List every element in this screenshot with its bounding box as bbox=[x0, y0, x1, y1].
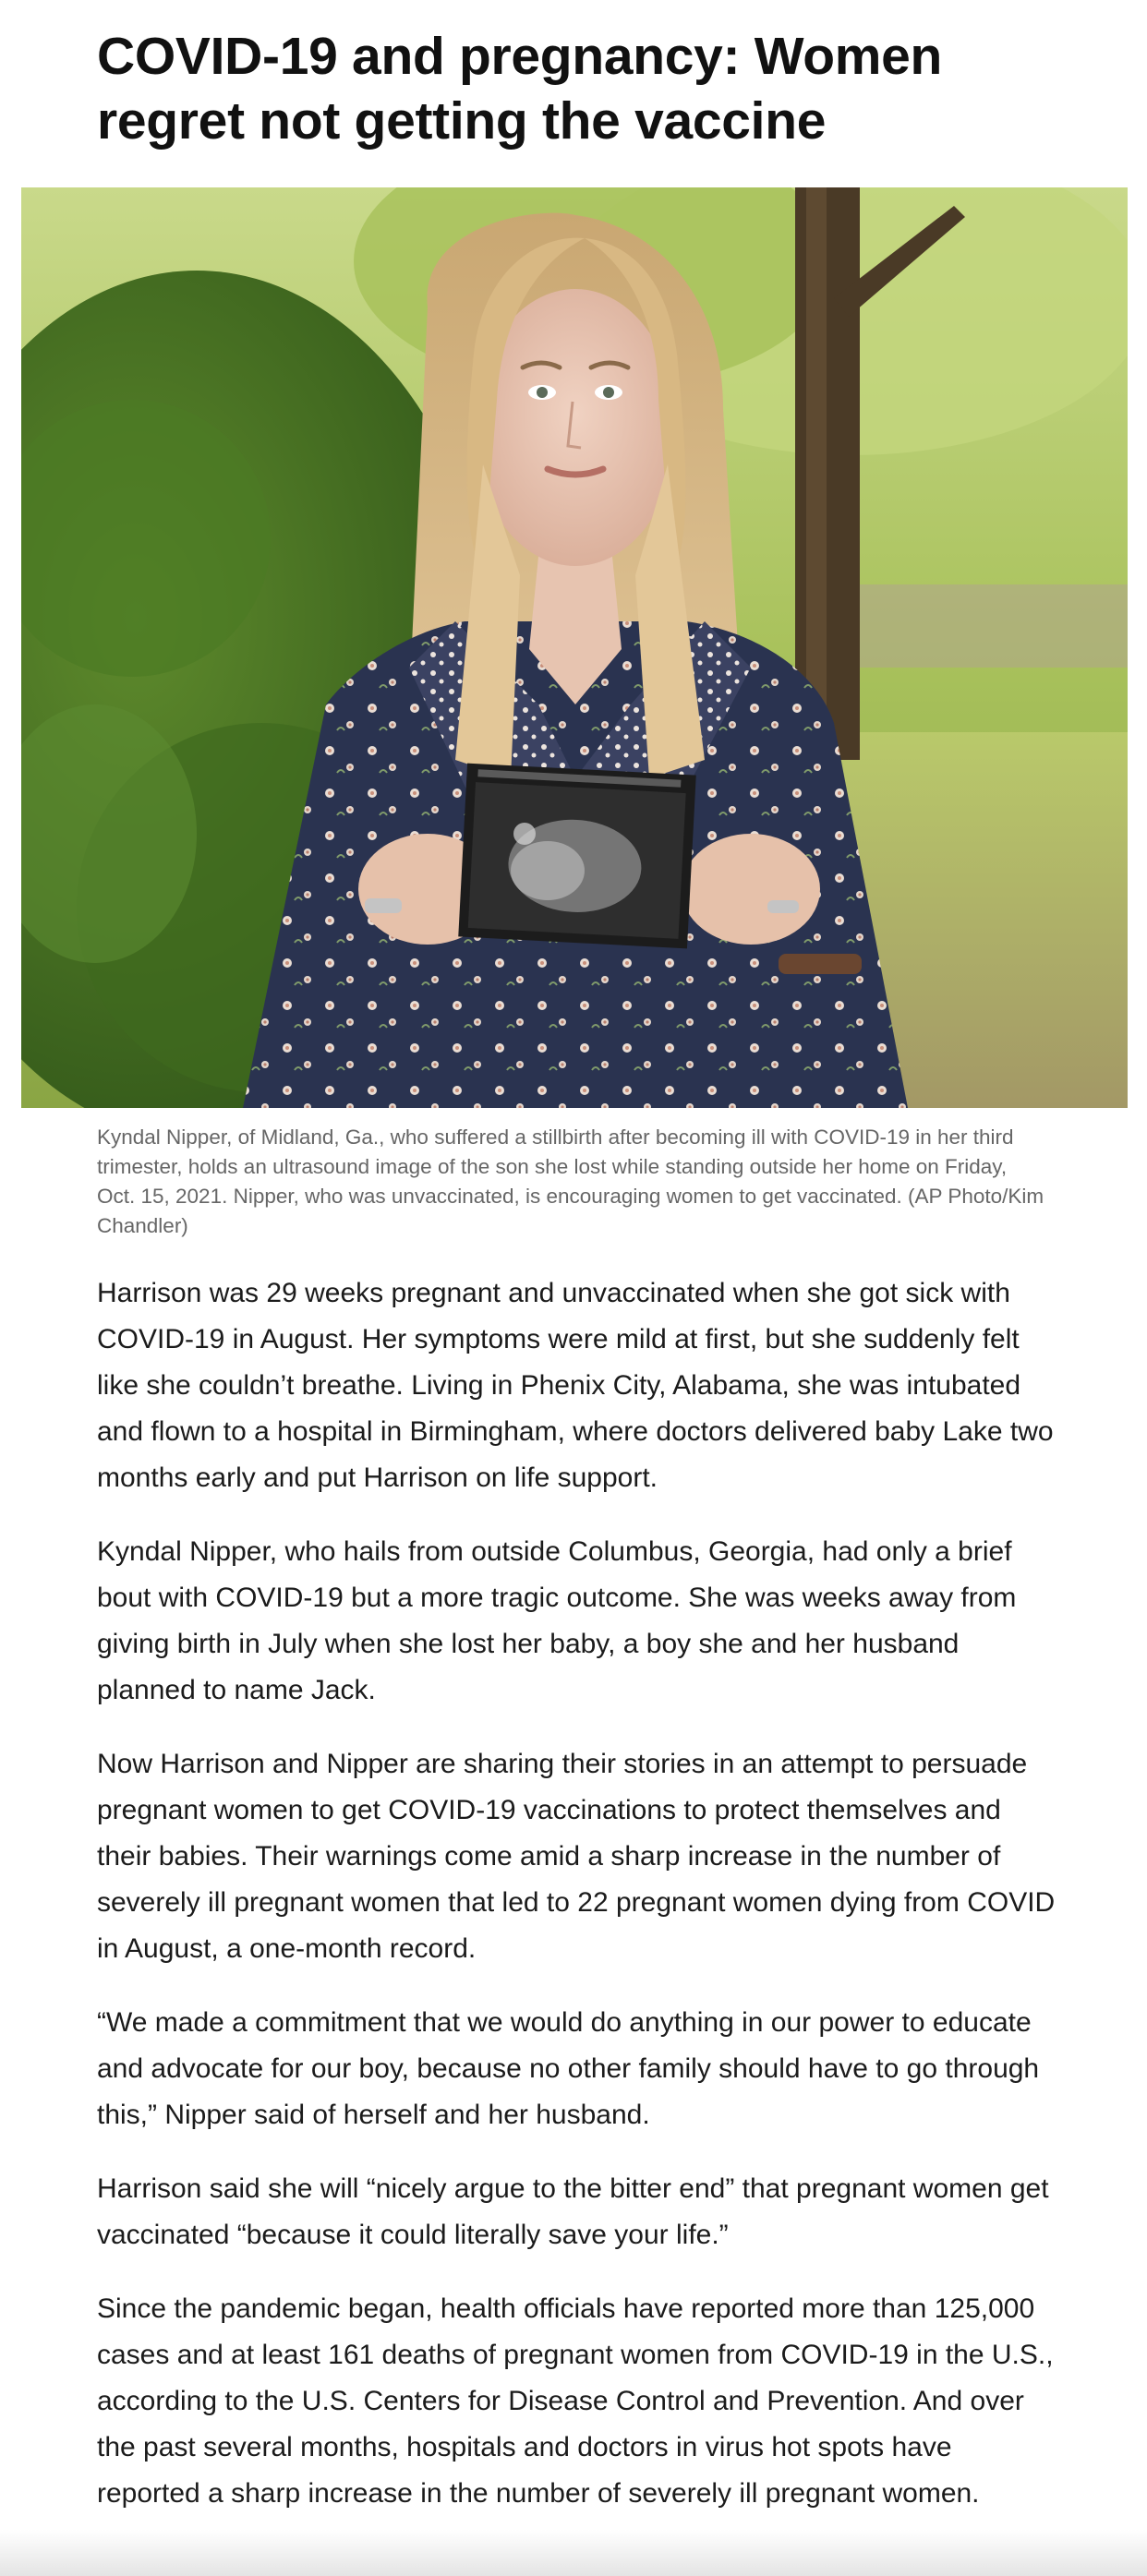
paragraph: Since the pandemic began, health officials have reported more than 125,000 cases and at least 161 deaths of pregnant women from COVID-19 in the U.S., according to the U.S. Centers for Disease Control and Prevention. And over the past several months, hospitals and doctors in virus hot spots have reported a sharp increase in the number of severely ill pregnant women. bbox=[97, 2293, 1054, 2509]
paragraph: “We made a commitment that we would do anything in our power to educate and advocate for our boy, because no other family should have to go through this,” Nipper said of herself and her husband. bbox=[97, 2007, 1040, 2130]
paragraph: Harrison said she will “nicely argue to the bitter end” that pregnant women get vaccinated “because it could literally save your life.” bbox=[97, 2173, 1049, 2250]
paragraph: Kyndal Nipper, who hails from outside Columbus, Georgia, had only a brief bout with COVID-19 but a more tragic outcome. She was weeks away from giving birth in July when she lost her baby, a boy she and her husband planned to name Jack. bbox=[97, 1536, 1017, 1705]
paragraph: Harrison was 29 weeks pregnant and unvaccinated when she got sick with COVID-19 in August. Her symptoms were mild at first, but she suddenly felt like she couldn’t breathe. Living in Phenix City, Alabama, she was intubated and flown to a hospital in Birmingham, where doctors delivered baby Lake two months early and put Harrison on life support. bbox=[97, 1278, 1054, 1493]
photo-caption: Kyndal Nipper, of Midland, Ga., who suffered a stillbirth after becoming ill with COVID-19 in her third trimester, holds an ultrasound image of the son she lost while standing outside her home on Friday, Oct. 15, 2021. Nipper, who was unvaccinated, is encouraging women to get vaccinated. (AP Photo/Kim Chandler) bbox=[97, 1125, 1044, 1237]
article-headline: COVID-19 and pregnancy: Women regret not getting the vaccine bbox=[97, 27, 943, 150]
paragraph: Now Harrison and Nipper are sharing their stories in an attempt to persuade pregnant women to get COVID-19 vaccinations to protect themselves and their babies. Their warnings come amid a sharp increase in the number of severely ill pregnant women that led to 22 pregnant women dying from COVID in August, a one-month record. bbox=[97, 1749, 1056, 1964]
ultrasound-photo bbox=[458, 764, 695, 949]
article-body bbox=[97, 1270, 1057, 2545]
article-photo bbox=[21, 187, 1128, 1108]
photo-illustration bbox=[21, 187, 1128, 1108]
